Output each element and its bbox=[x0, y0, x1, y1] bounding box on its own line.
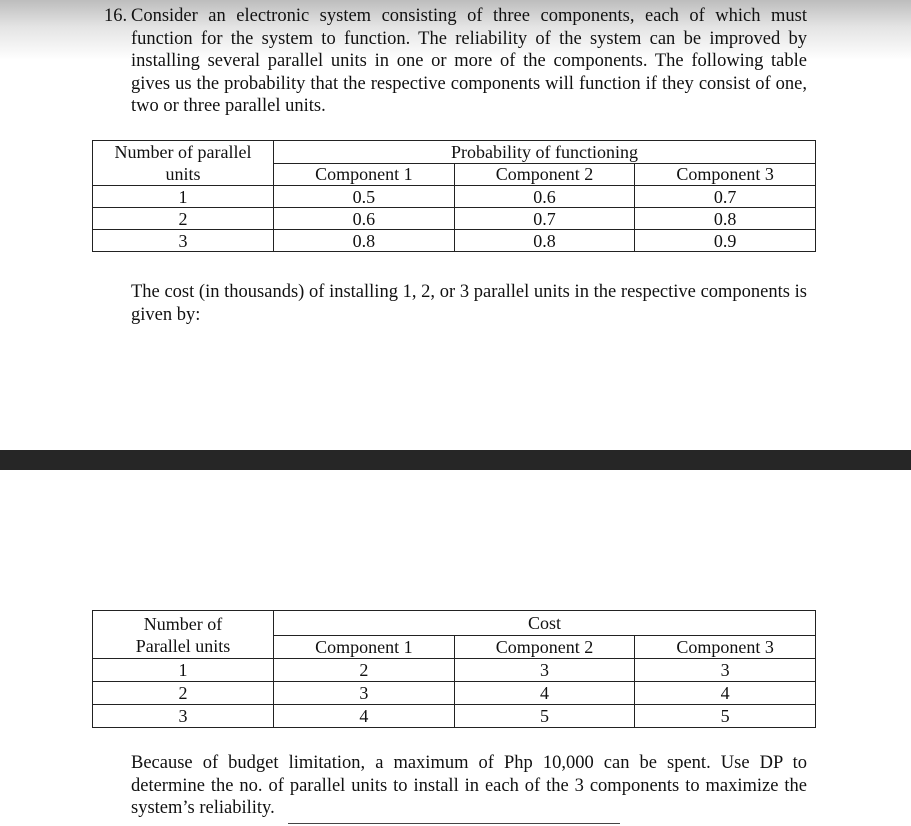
units-cell: 3 bbox=[93, 230, 274, 252]
problem-intro: Consider an electronic system consisting of three components, each of which must function for the system to function. The reliability of the system can be improved by installing several parallel units in one or more of the components. The following table gives us the probability that the respective components will function if they consist of one, two or three parallel units. bbox=[131, 6, 807, 117]
probability-table bbox=[92, 140, 816, 252]
row-header-cell bbox=[93, 611, 274, 659]
table-row bbox=[93, 659, 816, 682]
row-header-line1: Number of bbox=[143, 613, 223, 634]
column-header: Component 1 bbox=[274, 163, 455, 186]
units-cell: 1 bbox=[93, 186, 274, 208]
value-cell: 4 bbox=[635, 682, 816, 705]
value-cell: 0.9 bbox=[635, 230, 816, 252]
units-cell: 2 bbox=[93, 208, 274, 230]
value-cell: 0.8 bbox=[454, 230, 635, 252]
value-cell: 5 bbox=[454, 705, 635, 728]
value-cell: 3 bbox=[454, 659, 635, 682]
value-cell: 4 bbox=[454, 682, 635, 705]
value-cell: 5 bbox=[635, 705, 816, 728]
value-cell: 0.6 bbox=[274, 208, 455, 230]
group-header: Probability of functioning bbox=[274, 141, 816, 164]
value-cell: 0.7 bbox=[635, 186, 816, 208]
column-header: Component 3 bbox=[635, 636, 816, 659]
value-cell: 0.8 bbox=[635, 208, 816, 230]
value-cell: 0.8 bbox=[274, 230, 455, 252]
row-header-cell bbox=[93, 141, 274, 186]
value-cell: 2 bbox=[274, 659, 455, 682]
table-row bbox=[93, 682, 816, 705]
table-row bbox=[93, 208, 816, 230]
group-header: Cost bbox=[274, 611, 816, 636]
row-header-line1: Number of parallel bbox=[114, 142, 252, 162]
cost-intro: The cost (in thousands) of installing 1, 2, or 3 parallel units in the respective components is given by: bbox=[131, 282, 807, 325]
row-header-line2: Parallel units bbox=[135, 635, 231, 656]
value-cell: 0.6 bbox=[454, 186, 635, 208]
table-row bbox=[93, 705, 816, 728]
column-header: Component 2 bbox=[454, 163, 635, 186]
value-cell: 3 bbox=[635, 659, 816, 682]
value-cell: 0.5 bbox=[274, 186, 455, 208]
answer-underline bbox=[288, 823, 620, 824]
column-header: Component 1 bbox=[274, 636, 455, 659]
table-row bbox=[93, 186, 816, 208]
closing-instructions: Because of budget limitation, a maximum of Php 10,000 can be spent. Use DP to determine the no. of parallel units to install in each of the 3 components to maximize the system’s reliability. bbox=[131, 753, 807, 819]
value-cell: 3 bbox=[274, 682, 455, 705]
units-cell: 1 bbox=[93, 659, 274, 682]
units-cell: 2 bbox=[93, 682, 274, 705]
units-cell: 3 bbox=[93, 705, 274, 728]
value-cell: 4 bbox=[274, 705, 455, 728]
value-cell: 0.7 bbox=[454, 208, 635, 230]
row-header-line2: units bbox=[165, 164, 201, 184]
scan-divider-band bbox=[0, 450, 911, 470]
table-row bbox=[93, 230, 816, 252]
column-header: Component 2 bbox=[454, 636, 635, 659]
question-number: 16. bbox=[104, 6, 128, 26]
column-header: Component 3 bbox=[635, 163, 816, 186]
cost-table bbox=[92, 610, 816, 728]
